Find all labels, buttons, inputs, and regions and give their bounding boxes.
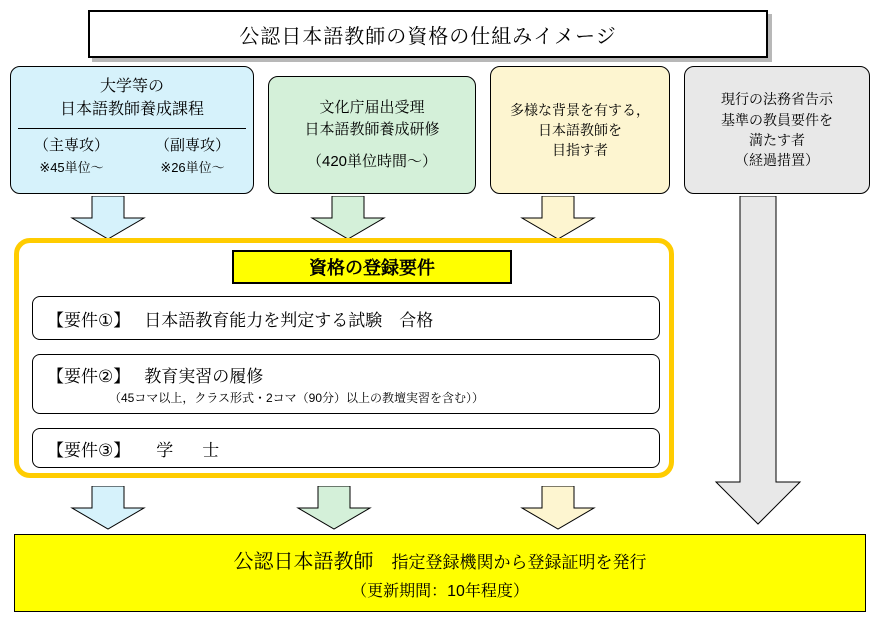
requirement-2-label: 【要件②】 <box>47 367 131 386</box>
university-line1: 大学等の <box>99 78 164 95</box>
current-line3: 満たす者 <box>749 132 805 148</box>
arrow-requirements-to-result-1 <box>70 486 146 530</box>
arrow-university-to-requirements <box>70 196 146 240</box>
box-bunkacho-training <box>268 76 476 194</box>
current-line1: 現行の法務省告示 <box>721 91 833 108</box>
current-line4: （経過措置） <box>735 152 819 169</box>
requirement-1-body: 日本語教育能力を判定する試験 合格 <box>144 310 434 330</box>
requirement-2-note: （45コマ以上，クラス形式・2コマ（90分）以上の教壇実習を含む）） <box>109 391 485 405</box>
university-major-credits: ※45単位～ <box>39 159 104 175</box>
diverse-line3: 目指す者 <box>552 142 608 159</box>
university-minor-column <box>132 135 253 177</box>
requirement-3-label: 【要件③】 <box>47 440 131 460</box>
university-minor-label: （副専攻） <box>154 137 230 155</box>
box-university-course <box>10 66 254 194</box>
requirement-2-main <box>47 362 263 387</box>
requirement-1-label: 【要件①】 <box>47 310 131 330</box>
requirement-2-body: 教育実習の履修 <box>144 367 264 386</box>
bunkacho-line2: 日本語教師養成研修 <box>304 121 440 139</box>
page-title: 公認日本語教師の資格の仕組みイメージ <box>239 25 617 48</box>
university-major-column <box>11 135 132 177</box>
requirement-item-2 <box>32 354 660 414</box>
bunkacho-line1: 文化庁届出受理 <box>319 99 425 117</box>
university-major-label: （主専攻） <box>33 137 109 155</box>
result-main-line <box>234 545 647 574</box>
requirement-item-1 <box>32 296 660 340</box>
bunkacho-line3: （420単位時間～） <box>306 152 438 170</box>
result-box <box>14 534 866 612</box>
arrow-diverse-to-requirements <box>520 196 596 240</box>
university-line2: 日本語教師養成課程 <box>59 101 204 119</box>
university-columns <box>11 129 253 177</box>
arrow-bunkacho-to-requirements <box>310 196 386 240</box>
arrow-requirements-to-result-3 <box>520 486 596 530</box>
university-heading <box>7 67 257 127</box>
arrow-requirements-to-result-2 <box>296 486 372 530</box>
result-period: （更新期間：10年程度） <box>351 583 529 600</box>
current-line2: 基準の教員要件を <box>721 111 833 128</box>
university-minor-credits: ※26単位～ <box>160 159 225 175</box>
requirements-panel-title <box>232 250 512 284</box>
requirement-3-body: 学 士 <box>156 440 226 460</box>
requirement-item-3 <box>32 428 660 468</box>
box-current-criteria <box>684 66 870 194</box>
box-diverse-background <box>490 66 670 194</box>
diverse-line2: 日本語教師を <box>538 121 622 138</box>
requirements-panel-title-text: 資格の登録要件 <box>309 258 435 278</box>
arrow-current-criteria-to-result <box>712 196 804 526</box>
result-title: 公認日本語教師 <box>233 551 374 573</box>
result-subtitle: 指定登録機関から登録証明を発行 <box>391 553 647 572</box>
diverse-line1: 多様な背景を有する， <box>510 101 650 118</box>
diagram-title-box <box>88 10 768 58</box>
